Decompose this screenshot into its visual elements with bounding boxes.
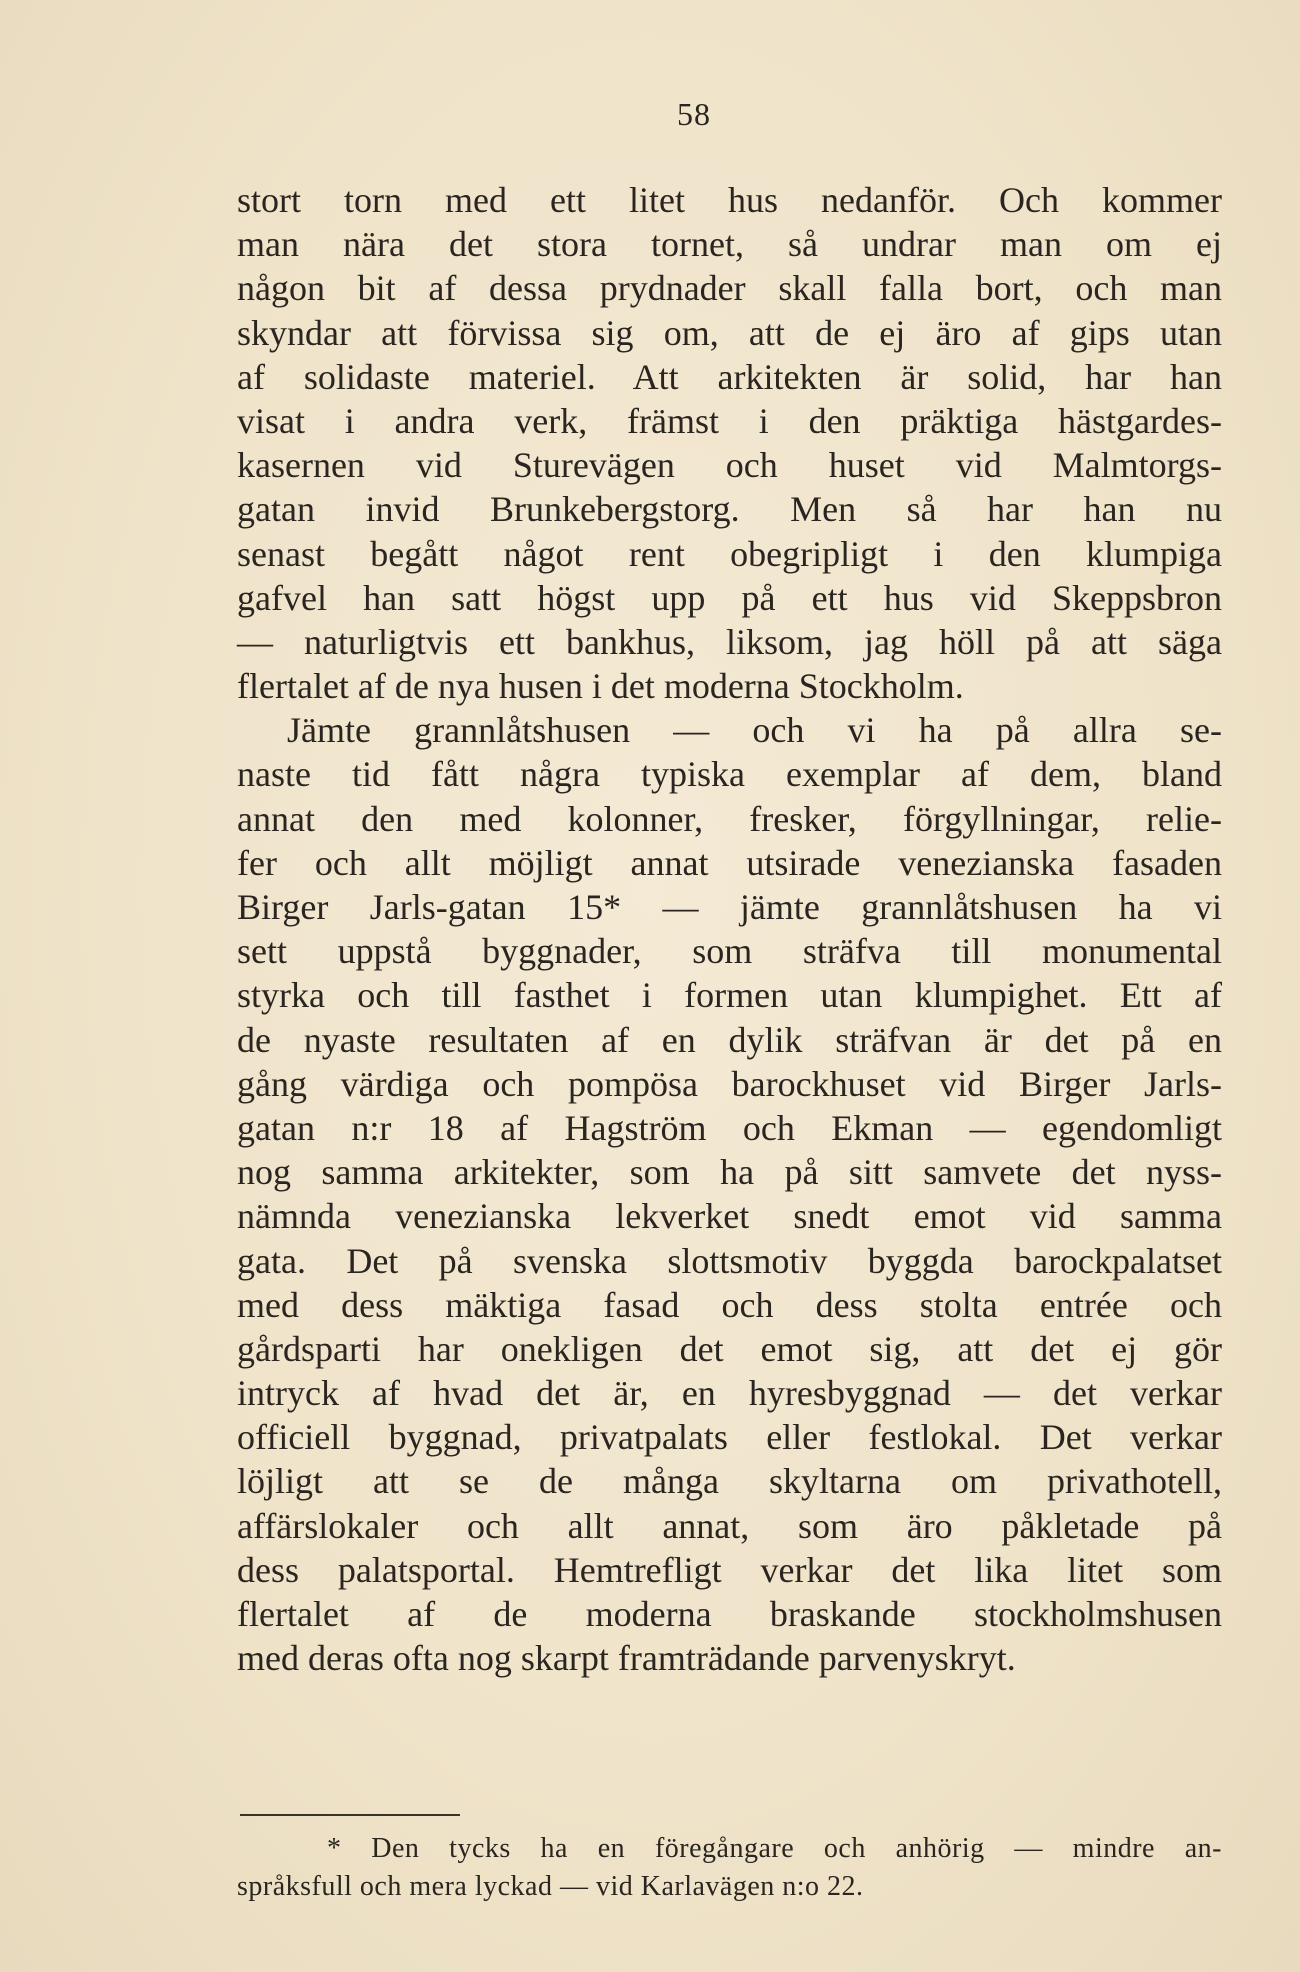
text-line: dess palatsportal. Hemtrefligt verkar det lika litet som <box>237 1549 1222 1590</box>
text-line: officiell byggnad, privatpalats eller festlokal. Det verkar <box>237 1417 1222 1458</box>
text-line: gatan n:r 18 af Hagström och Ekman — egendomligt <box>237 1107 1222 1148</box>
text-line: flertalet af de moderna braskande stockholmshusen <box>237 1594 1222 1634</box>
text-line: gårdsparti har onekligen det emot sig, att det ej gör <box>237 1328 1222 1369</box>
text-line: löjligt att se de många skyltarna om privathotell, <box>237 1461 1222 1502</box>
footnote-line: * Den tycks ha en föregångare och anhörig — mindre an- <box>327 1833 1222 1864</box>
text-line: man nära det stora tornet, så undrar man om ej <box>237 224 1222 265</box>
footnote <box>237 1830 1222 1906</box>
text-line: skyndar att förvissa sig om, att de ej äro af gips utan <box>237 312 1222 353</box>
body-text <box>237 178 1222 1680</box>
text-line: de nyaste resultaten af en dylik sträfvan är det på en <box>237 1019 1222 1060</box>
text-line: med dess mäktiga fasad och dess stolta entrée och <box>237 1284 1222 1325</box>
footnote-divider <box>240 1814 460 1816</box>
text-line: stort torn med ett litet hus nedanför. Och kommer <box>237 180 1222 220</box>
text-line: annat den med kolonner, fresker, förgyllningar, relie- <box>237 798 1222 839</box>
text-line: intryck af hvad det är, en hyresbyggnad — det verkar <box>237 1373 1222 1414</box>
text-line: styrka och till fasthet i formen utan klumpighet. Ett af <box>237 975 1222 1016</box>
text-line: Birger Jarls-gatan 15* — jämte grannlåtshusen ha vi <box>237 887 1222 927</box>
text-line: Jämte grannlåtshusen — och vi ha på allra se- <box>287 710 1222 751</box>
text-line: gata. Det på svenska slottsmotiv byggda barockpalatset <box>237 1240 1222 1281</box>
text-line: visat i andra verk, främst i den präktiga hästgardes- <box>237 400 1222 441</box>
page-number: 58 <box>677 96 711 132</box>
text-line: med deras ofta nog skarpt framträdande parvenyskryt. <box>237 1638 1016 1679</box>
text-line: nämnda venezianska lekverket snedt emot vid samma <box>237 1196 1222 1237</box>
text-line: någon bit af dessa prydnader skall falla bort, och man <box>237 268 1222 309</box>
text-line: kasernen vid Sturevägen och huset vid Malmtorgs- <box>237 445 1222 486</box>
text-line: fer och allt möjligt annat utsirade venezianska fasaden <box>237 842 1222 883</box>
text-line: gatan invid Brunkebergstorg. Men så har han nu <box>237 489 1222 530</box>
footnote-line: språksfull och mera lyckad — vid Karlavägen n:o 22. <box>237 1871 864 1902</box>
text-line: gång värdiga och pompösa barockhuset vid Birger Jarls- <box>237 1063 1222 1104</box>
text-line: gafvel han satt högst upp på ett hus vid Skeppsbron <box>237 577 1222 618</box>
text-line: sett uppstå byggnader, som sträfva till monumental <box>237 931 1222 972</box>
text-line: — naturligtvis ett bankhus, liksom, jag höll på att säga <box>237 621 1222 662</box>
text-line: naste tid fått några typiska exemplar af dem, bland <box>237 754 1222 795</box>
text-line: senast begått något rent obegripligt i den klumpiga <box>237 533 1222 574</box>
text-line: affärslokaler och allt annat, som äro påkletade på <box>237 1505 1222 1546</box>
text-line: nog samma arkitekter, som ha på sitt samvete det nyss- <box>237 1152 1222 1193</box>
text-line: af solidaste materiel. Att arkitekten är solid, har han <box>237 356 1222 397</box>
text-line: flertalet af de nya husen i det moderna Stockholm. <box>237 666 964 707</box>
